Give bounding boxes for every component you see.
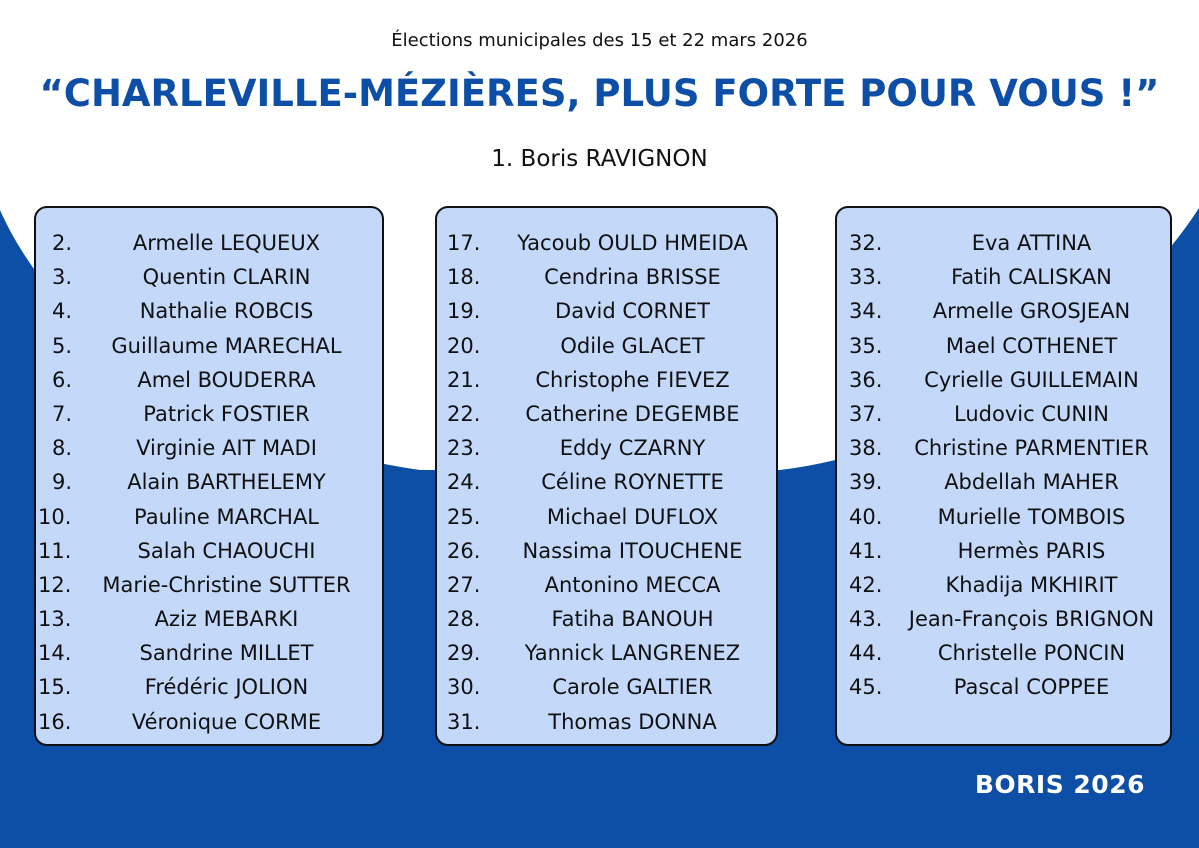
candidate-number: 18. [447,265,481,290]
candidate-row [437,602,776,636]
candidate-number: 19. [447,299,481,324]
candidate-name: Amel BOUDERRA [137,367,316,392]
candidate-number: 4. [52,299,73,324]
candidate-name: Nassima ITOUCHENE [522,538,743,563]
candidate-row [36,465,382,499]
candidate-name: Fatih CALISKAN [951,265,1112,290]
candidate-number: 14. [38,641,72,666]
candidate-name: Fatiha BANOUH [551,607,714,632]
candidate-name: Abdellah MAHER [944,470,1119,495]
candidate-name: Patrick FOSTIER [143,401,310,426]
candidate-name: Marie-Christine SUTTER [102,572,351,597]
candidate-number: 10. [38,504,72,529]
candidate-row [437,363,776,397]
candidate-name: Eddy CZARNY [559,436,706,461]
candidate-row [36,431,382,465]
candidate-name: Armelle GROSJEAN [932,299,1131,324]
candidate-number: 28. [447,607,481,632]
candidate-number: 7. [52,401,73,426]
candidate-row [437,431,776,465]
candidate-number: 36. [849,367,883,392]
candidate-row [837,363,1170,397]
candidate-row [837,602,1170,636]
candidate-row [837,670,1170,704]
candidate-row [437,500,776,534]
candidate-row [437,226,776,260]
candidate-row [437,568,776,602]
candidate-row [837,568,1170,602]
candidate-row [36,329,382,363]
candidate-number: 15. [38,675,72,700]
candidate-name: Thomas DONNA [548,709,717,734]
election-subtitle: Élections municipales des 15 et 22 mars 2026 [391,30,808,51]
candidate-row [437,705,776,739]
candidate-number: 40. [849,504,883,529]
candidate-name: Quentin CLARIN [142,265,311,290]
candidate-name: Aziz MEBARKI [154,607,299,632]
candidate-number: 12. [38,572,72,597]
candidate-row [837,534,1170,568]
candidate-name: Armelle LEQUEUX [132,231,321,255]
candidate-row [837,431,1170,465]
candidate-number: 20. [447,333,481,358]
candidate-row [837,294,1170,328]
candidate-row [437,260,776,294]
candidate-number: 13. [38,607,72,632]
candidate-number: 33. [849,265,883,290]
candidate-name: Nathalie ROBCIS [139,299,314,324]
candidate-number: 6. [52,367,73,392]
candidate-row [837,226,1170,260]
candidate-name: Guillaume MARECHAL [111,333,342,358]
head-of-list: 1. Boris RAVIGNON [491,146,708,172]
boris-2026-logo: BORIS 2026 [974,770,1145,799]
candidate-number: 5. [52,333,73,358]
candidate-number: 22. [447,401,481,426]
candidate-number: 2. [52,231,73,255]
candidate-row [36,602,382,636]
candidate-name: David CORNET [555,299,710,324]
candidate-row [36,670,382,704]
candidate-row [437,534,776,568]
candidate-name: Jean-François BRIGNON [908,607,1155,632]
candidate-number: 21. [447,367,481,392]
candidate-row [36,636,382,670]
candidate-name: Eva ATTINA [971,231,1092,255]
candidate-number: 25. [447,504,481,529]
candidate-row [837,636,1170,670]
candidate-name: Céline ROYNETTE [541,470,724,495]
candidate-number: 32. [849,231,883,255]
candidate-number: 43. [849,607,883,632]
candidate-number: 34. [849,299,883,324]
candidate-number: 31. [447,709,481,734]
candidate-number: 37. [849,401,883,426]
candidate-name: Cyrielle GUILLEMAIN [924,367,1139,392]
candidate-row [36,294,382,328]
candidate-row [437,294,776,328]
candidate-row [837,329,1170,363]
candidate-name: Khadija MKHIRIT [945,572,1118,597]
candidate-row [437,465,776,499]
candidate-number: 35. [849,333,883,358]
candidate-number: 17. [447,231,481,255]
candidate-row [837,260,1170,294]
candidate-name: Odile GLACET [560,333,705,358]
candidate-row [36,260,382,294]
candidate-name: Véronique CORME [131,709,322,734]
candidate-name: Christine PARMENTIER [914,436,1149,461]
candidate-number: 8. [52,436,73,461]
candidate-name: Sandrine MILLET [139,641,314,666]
candidate-row [837,500,1170,534]
candidate-row [36,500,382,534]
candidate-number: 24. [447,470,481,495]
candidate-number: 27. [447,572,481,597]
candidate-name: Hermès PARIS [957,538,1106,563]
candidate-column-1 [34,206,384,746]
candidate-row [437,670,776,704]
candidate-number: 3. [52,265,73,290]
candidate-number: 9. [52,470,73,495]
candidate-number: 23. [447,436,481,461]
candidate-name: Salah CHAOUCHI [137,538,316,563]
candidate-number: 26. [447,538,481,563]
candidate-row [837,397,1170,431]
candidate-row [36,568,382,602]
candidate-row [36,397,382,431]
candidate-name: Alain BARTHELEMY [127,470,326,495]
candidate-row [437,329,776,363]
candidate-name: Murielle TOMBOIS [937,504,1126,529]
candidate-row [837,465,1170,499]
candidate-name: Antonino MECCA [544,572,721,597]
candidate-column-3 [835,206,1172,746]
candidate-name: Christelle PONCIN [937,641,1126,666]
candidate-number: 38. [849,436,883,461]
candidate-number: 39. [849,470,883,495]
candidate-row [36,534,382,568]
candidate-name: Michael DUFLOX [546,504,719,529]
candidate-row [437,636,776,670]
candidate-number: 45. [849,675,883,700]
candidate-name: Frédéric JOLION [144,675,309,700]
candidate-name: Pauline MARCHAL [133,504,320,529]
candidate-name: Mael COTHENET [945,333,1118,358]
candidate-name: Cendrina BRISSE [544,265,721,290]
candidate-number: 30. [447,675,481,700]
candidate-name: Yannick LANGRENEZ [524,641,741,666]
candidate-name: Yacoub OULD HMEIDA [517,231,748,255]
candidate-column-2 [435,206,778,746]
candidate-name: Ludovic CUNIN [954,401,1109,426]
candidate-number: 41. [849,538,883,563]
candidate-name: Christophe FIEVEZ [535,367,730,392]
candidate-row [437,397,776,431]
candidate-number: 29. [447,641,481,666]
candidate-name: Virginie AIT MADI [136,436,317,461]
candidate-name: Pascal COPPEE [953,675,1110,700]
candidate-number: 44. [849,641,883,666]
candidate-number: 16. [38,709,72,734]
campaign-title: “CHARLEVILLE-MÉZIÈRES, PLUS FORTE POUR VOUS !” [39,72,1160,115]
candidate-number: 42. [849,572,883,597]
candidate-name: Carole GALTIER [552,675,713,700]
candidate-row [36,363,382,397]
candidate-number: 11. [38,538,72,563]
candidate-name: Catherine DEGEMBE [525,401,740,426]
candidate-row [36,705,382,739]
candidate-row [36,226,382,260]
